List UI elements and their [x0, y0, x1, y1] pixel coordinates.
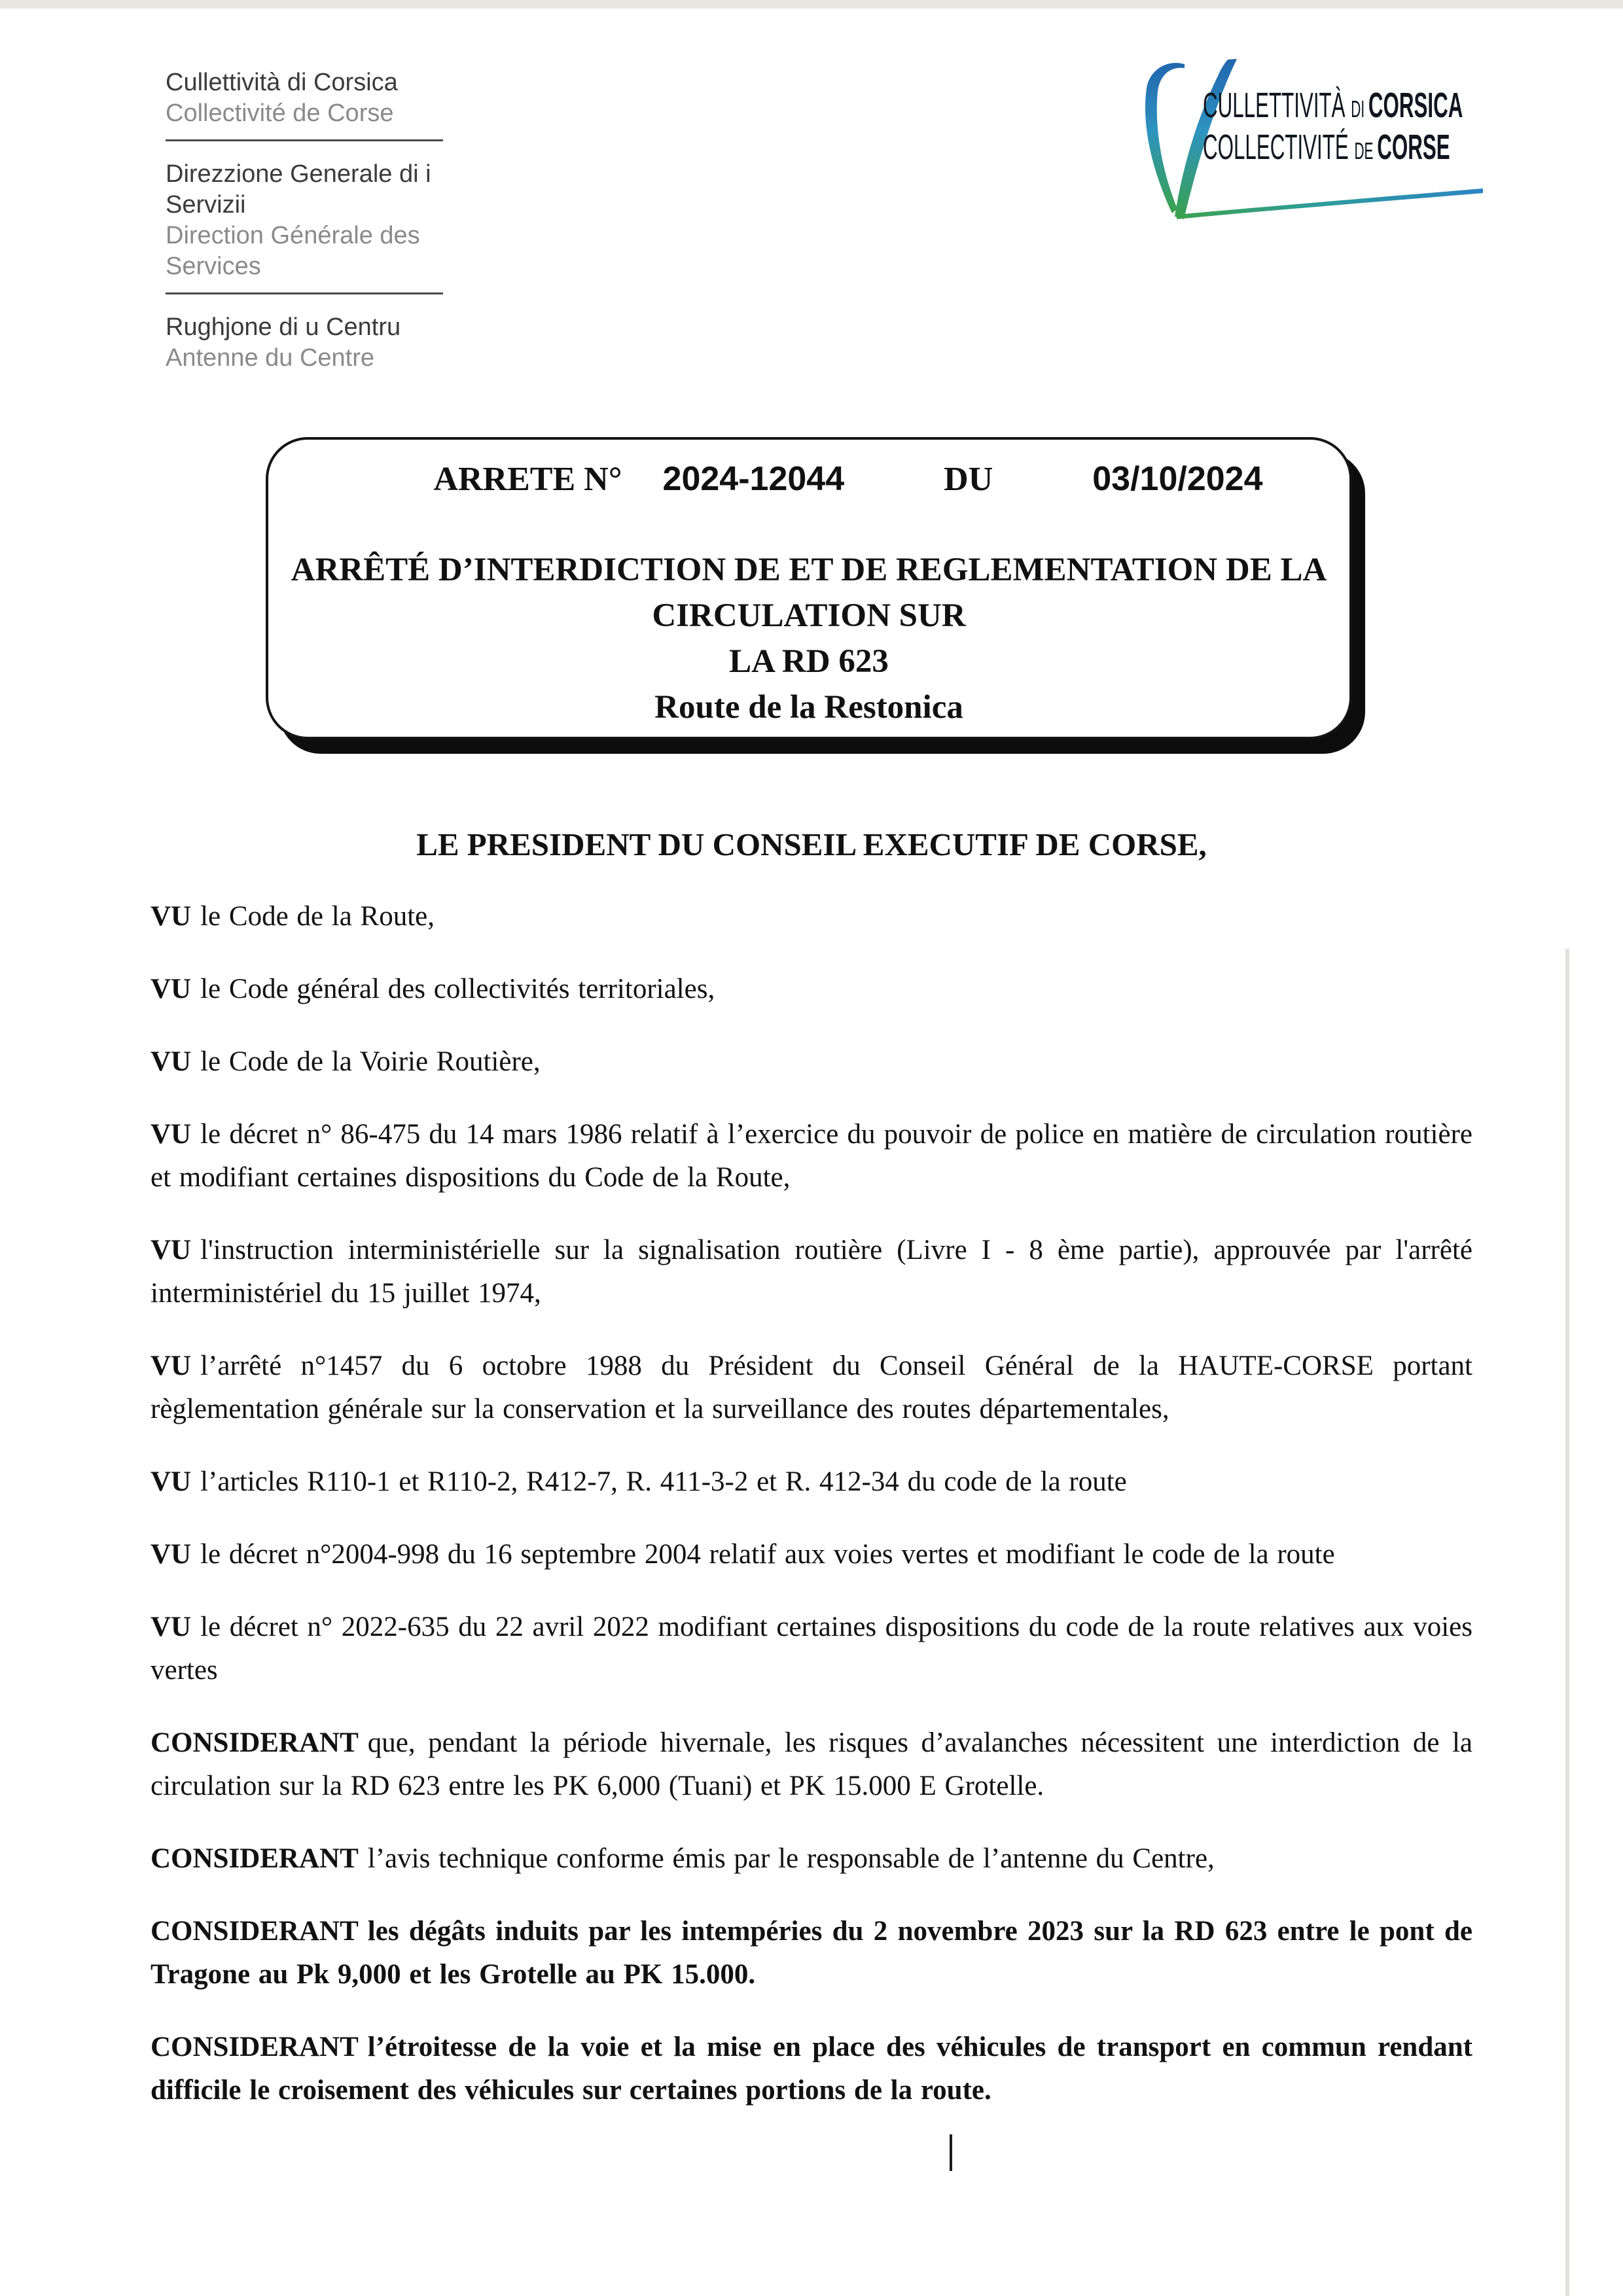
- logo-line-corsican: CULLETTIVITÀ DI CORSICA: [1203, 86, 1463, 125]
- vu-paragraph: [151, 1460, 1472, 1504]
- scan-artifact-right-edge: [1565, 949, 1569, 2296]
- arrete-number-line: [308, 459, 1389, 499]
- vu-paragraph: [151, 1113, 1472, 1199]
- subtitle-line-4: Route de la Restonica: [654, 689, 963, 726]
- vu-paragraph: [151, 1229, 1472, 1315]
- arrete-label: ARRETE N°: [433, 461, 622, 498]
- arrete-number: 2024-12044: [662, 460, 845, 498]
- president-heading: LE PRESIDENT DU CONSEIL EXECUTIF DE CORSE,: [416, 826, 1207, 862]
- org-name-corsican: Cullettività di Corsica: [166, 69, 398, 96]
- org-name-french: Collectivité de Corse: [166, 99, 394, 127]
- org-direction-french: Direction Générale des Services: [166, 222, 420, 280]
- considerant-paragraph: [151, 1837, 1472, 1881]
- org-letterhead: [166, 67, 473, 374]
- letterhead-divider: [166, 292, 443, 294]
- considerant-text: que, pendant la période hivernale, les risques d’avalanches nécessitent une interdiction de la circulation sur la RD 623 entre les PK 6,000 (Tuani) et PK 15.000 E Grotelle.: [151, 1727, 1472, 1801]
- vu-text: le décret n° 86-475 du 14 mars 1986 relatif à l’exercice du pouvoir de police en matière de circulation routière et modifiant certaines dispositions du Code de la Route,: [151, 1119, 1472, 1193]
- vu-lead: VU: [151, 1466, 192, 1497]
- scan-artifact-top-strip: [0, 0, 1623, 9]
- org-direction-corsican: Direzzione Generale di i Servizii: [166, 160, 431, 219]
- considerant-lead: CONSIDERANT: [151, 1727, 359, 1758]
- vu-lead: VU: [151, 1351, 192, 1381]
- vu-lead: VU: [151, 901, 192, 932]
- subtitle-line-1: ARRÊTÉ D’INTERDICTION DE ET DE REGLEMENTATION DE LA: [291, 552, 1327, 588]
- letterhead-divider: [166, 139, 443, 141]
- logo-wordmark: [1203, 86, 1463, 170]
- considerant-lead: CONSIDERANT: [151, 2032, 359, 2062]
- vu-text: l'instruction interministérielle sur la signalisation routière (Livre I - 8 ème partie), approuvée par l'arrêté interministériel du 15 juillet 1974,: [151, 1235, 1472, 1309]
- vu-lead: VU: [151, 974, 192, 1004]
- considerant-text: l’étroitesse de la voie et la mise en place des véhicules de transport en commun rendant difficile le croisement des véhicules sur certaines portions de la route.: [151, 2032, 1472, 2106]
- arrete-du-label: DU: [944, 461, 993, 498]
- vu-lead: VU: [151, 1235, 192, 1265]
- arrete-subtitle: [268, 547, 1349, 730]
- vu-paragraph: [151, 968, 1472, 1011]
- considerant-lead: CONSIDERANT: [151, 1843, 359, 1874]
- vu-paragraph: [151, 1533, 1472, 1576]
- vu-paragraph: [151, 1345, 1472, 1431]
- vu-paragraph: [151, 895, 1472, 938]
- vu-text: l’arrêté n°1457 du 6 octobre 1988 du Président du Conseil Général de la HAUTE-CORSE portant règlementation générale sur la conservation et la surveillance des routes départementales,: [151, 1351, 1472, 1424]
- vu-lead: VU: [151, 1119, 192, 1150]
- considerant-text: les dégâts induits par les intempéries du 2 novembre 2023 sur la RD 623 entre le pont de Tragone au Pk 9,000 et les Grotelle au PK 15.000.: [151, 1916, 1472, 1990]
- collectivite-de-corse-logo: [1107, 58, 1487, 226]
- vu-lead: VU: [151, 1539, 192, 1570]
- vu-text: le décret n° 2022-635 du 22 avril 2022 modifiant certaines dispositions du code de la route relatives aux voies vertes: [151, 1612, 1472, 1686]
- considerant-text: l’avis technique conforme émis par le responsable de l’antenne du Centre,: [367, 1843, 1215, 1874]
- vu-text: le décret n°2004-998 du 16 septembre 2004 relatif aux voies vertes et modifiant le code de la route: [200, 1539, 1335, 1570]
- arrete-title-box: [266, 437, 1352, 739]
- org-antenne-corsican: Rughjone di u Centru: [166, 313, 401, 341]
- vu-paragraph: [151, 1040, 1472, 1084]
- logo-line-french: COLLECTIVITÉ DE CORSE: [1203, 128, 1450, 167]
- vu-text: le Code de la Voirie Routière,: [200, 1046, 541, 1077]
- subtitle-line-2: CIRCULATION SUR: [652, 597, 966, 634]
- vu-text: le Code de la Route,: [200, 901, 435, 932]
- considerant-paragraph: [151, 1910, 1472, 1996]
- vu-lead: VU: [151, 1046, 192, 1077]
- arrete-date: 03/10/2024: [1092, 460, 1263, 498]
- vu-text: le Code général des collectivités territoriales,: [200, 974, 715, 1004]
- considerant-lead: CONSIDERANT: [151, 1916, 359, 1947]
- vu-lead: VU: [151, 1612, 192, 1642]
- subtitle-line-3: LA RD 623: [729, 643, 889, 680]
- considerant-paragraph: [151, 2026, 1472, 2112]
- considerant-paragraph: [151, 1722, 1472, 1808]
- arrete-body: [151, 823, 1472, 2142]
- vu-paragraph: [151, 1606, 1472, 1692]
- vu-text: l’articles R110-1 et R110-2, R412-7, R. 411-3-2 et R. 412-34 du code de la route: [200, 1466, 1127, 1497]
- org-antenne-french: Antenne du Centre: [166, 344, 375, 372]
